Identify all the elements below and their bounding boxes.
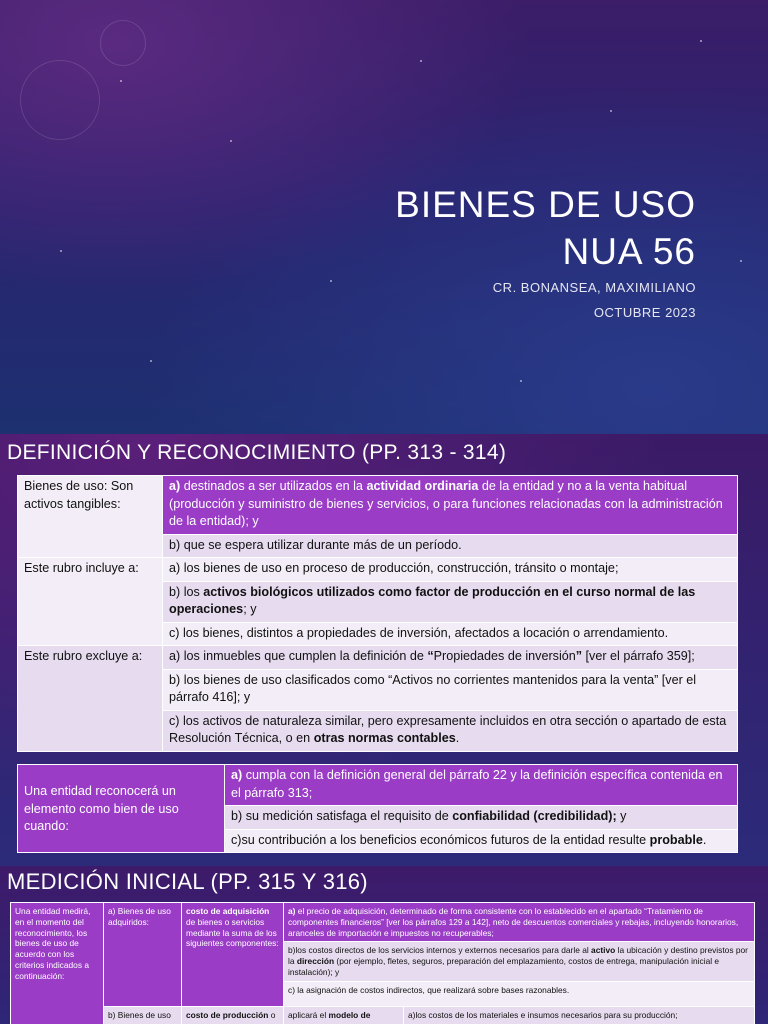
measurement-table bbox=[10, 902, 755, 1024]
star bbox=[330, 280, 332, 282]
date: OCTUBRE 2023 bbox=[593, 305, 696, 320]
author: CR. BONANSEA, MAXIMILIANO bbox=[492, 280, 696, 295]
table-row bbox=[18, 765, 738, 806]
table-cell: costo de adquisición de bienes o servicios mediante la suma de los siguientes componentes: bbox=[182, 903, 284, 1007]
decorative-ring bbox=[20, 60, 100, 140]
table-cell: b) los bienes de uso clasificados como “Activos no corrientes mantenidos para la venta” [ver el párrafo 416]; y bbox=[163, 669, 738, 710]
table-cell: b) su medición satisfaga el requisito de confiabilidad (credibilidad); y bbox=[225, 806, 738, 830]
table-row bbox=[18, 476, 738, 535]
row-label: Bienes de uso: Son activos tangibles: bbox=[18, 476, 163, 558]
table-cell: costo de producción o bbox=[182, 1006, 284, 1024]
initial-measurement-slide bbox=[0, 866, 768, 1024]
table-cell: b) que se espera utilizar durante más de un período. bbox=[163, 534, 738, 558]
table-cell: b)los costos directos de los servicios internos y externos necesarios para darle al activo la ubicación y destino previstos por la dirección (por ejemplo, fletes, seguros, preparación del emplazamiento, costos de entrega, manipulación inicial e instalación); y bbox=[284, 942, 755, 981]
row-label: Una entidad reconocerá un elemento como bien de uso cuando: bbox=[18, 765, 225, 853]
star bbox=[700, 40, 702, 42]
star bbox=[740, 260, 742, 262]
star bbox=[150, 360, 152, 362]
title-slide bbox=[0, 0, 768, 434]
row-label: Este rubro incluye a: bbox=[18, 558, 163, 646]
table-cell: a) destinados a ser utilizados en la actividad ordinaria de la entidad y no a la venta habitual (producción y suministro de bienes y servicios, o para funciones relacionadas con la administración de la entidad); y bbox=[163, 476, 738, 535]
table-cell: Una entidad medirá, en el momento del reconocimiento, los bienes de uso de acuerdo con los criterios indicados a continuación: bbox=[11, 903, 104, 1024]
slide-title-line2: NUA 56 bbox=[562, 231, 696, 272]
star bbox=[230, 140, 232, 142]
row-label: Este rubro excluye a: bbox=[18, 646, 163, 752]
table-cell: aplicará el modelo de bbox=[284, 1006, 404, 1024]
definition-slide bbox=[0, 434, 768, 866]
slide-title-line1: BIENES DE USO bbox=[395, 184, 696, 225]
star bbox=[420, 60, 422, 62]
table-row bbox=[11, 1006, 755, 1024]
table-cell: a) el precio de adquisición, determinado de forma consistente con lo establecido en el apartado “Tratamiento de componentes financieros” [ver los párrafos 129 a 142], neto de descuentos comerciales y rebajas, incluyendo honorarios, aranceles de importación e impuestos no recuperables; bbox=[284, 903, 755, 942]
table-cell: b) los activos biológicos utilizados como factor de producción en el curso normal de las operaciones; y bbox=[163, 581, 738, 622]
slide-heading: MEDICIÓN INICIAL (PP. 315 Y 316) bbox=[7, 869, 368, 894]
table-row bbox=[11, 903, 755, 942]
table-row bbox=[18, 558, 738, 582]
table-cell: a) los bienes de uso en proceso de producción, construcción, tránsito o montaje; bbox=[163, 558, 738, 582]
star bbox=[60, 250, 62, 252]
decorative-ring bbox=[100, 20, 146, 66]
star bbox=[520, 380, 522, 382]
table-cell: b) Bienes de uso bbox=[104, 1006, 182, 1024]
star bbox=[120, 80, 122, 82]
definition-table bbox=[17, 475, 738, 752]
table-cell: a) los inmuebles que cumplen la definición de “Propiedades de inversión” [ver el párrafo 359]; bbox=[163, 646, 738, 670]
table-cell: c) los bienes, distintos a propiedades de inversión, afectados a locación o arrendamiento. bbox=[163, 622, 738, 646]
recognition-table bbox=[17, 764, 738, 853]
table-cell: a)los costos de los materiales e insumos necesarios para su producción; bbox=[404, 1006, 755, 1024]
table-cell: a) Bienes de uso adquiridos: bbox=[104, 903, 182, 1007]
slide-heading: DEFINICIÓN Y RECONOCIMIENTO (PP. 313 - 314) bbox=[7, 441, 507, 464]
table-cell: c) los activos de naturaleza similar, pero expresamente incluidos en otra sección o apartado de esta Resolución Técnica, o en otras normas contables. bbox=[163, 710, 738, 751]
table-cell: c)su contribución a los beneficios económicos futuros de la entidad resulte probable. bbox=[225, 829, 738, 853]
star bbox=[610, 110, 612, 112]
table-cell: c) la asignación de costos indirectos, que realizará sobre bases razonables. bbox=[284, 981, 755, 1006]
table-row bbox=[18, 646, 738, 670]
table-cell: a) cumpla con la definición general del párrafo 22 y la definición específica contenida en el párrafo 313; bbox=[225, 765, 738, 806]
